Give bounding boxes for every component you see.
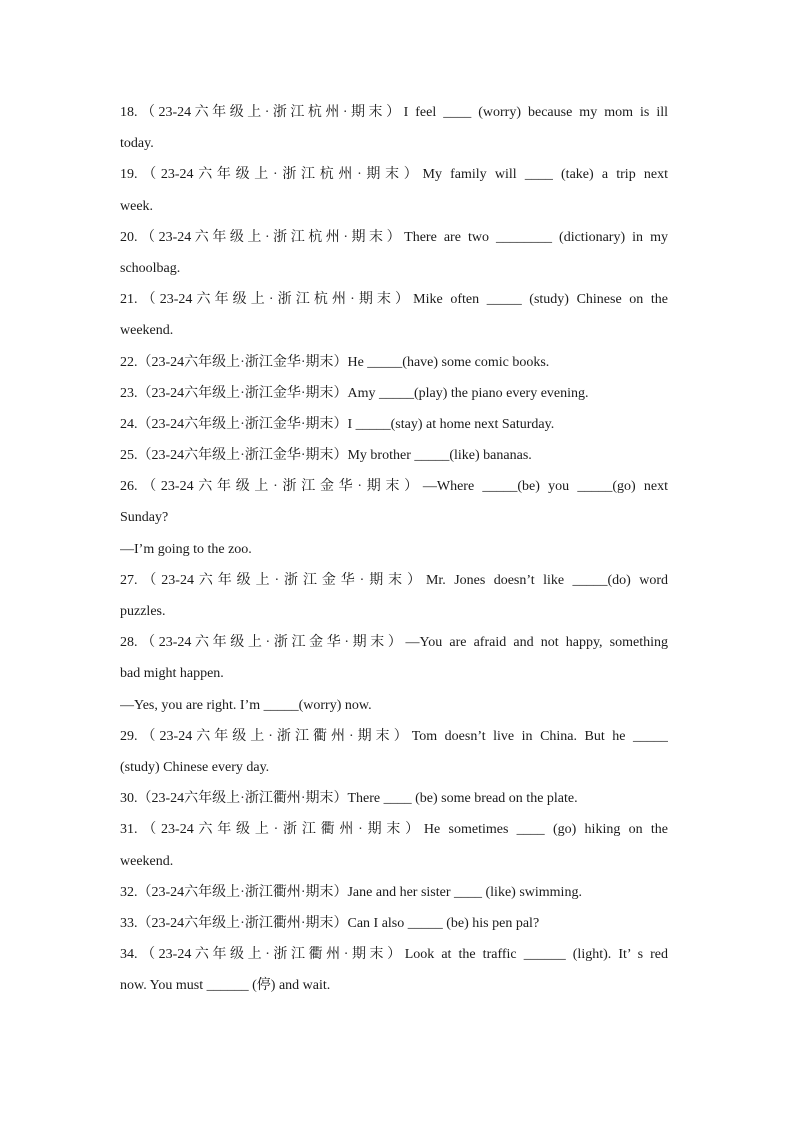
text-line: 30.（23-24六年级上·浙江衢州·期末）There ____ (be) some bread on the plate. [120, 791, 578, 807]
text-line: today. [120, 136, 154, 152]
text-line: schoolbag. [120, 260, 181, 276]
text-line: Sunday? [120, 510, 169, 526]
text-line: (study) Chinese every day. [120, 759, 270, 775]
text-line: now. You must ______ (停) and wait. [120, 978, 331, 994]
text-line: 19.（23-24六年级上·浙江杭州·期末）My family will ____ (take) a trip next [120, 167, 668, 183]
exercise-list [120, 97, 668, 1001]
text-line: 22.（23-24六年级上·浙江金华·期末）He _____(have) some comic books. [120, 354, 550, 370]
text-line: 32.（23-24六年级上·浙江衢州·期末）Jane and her sister ____ (like) swimming. [120, 884, 582, 900]
text-line: puzzles. [120, 604, 166, 619]
text-line: 20.（23-24六年级上·浙江杭州·期末）There are two ________ (dictionary) in my [120, 229, 668, 245]
text-line: 23.（23-24六年级上·浙江金华·期末）Amy _____(play) the piano every evening. [120, 385, 589, 401]
text-line: weekend. [120, 323, 174, 339]
text-line: 28.（23-24六年级上·浙江金华·期末）—You are afraid and not happy, something [120, 635, 668, 651]
text-line: 29.（23-24六年级上·浙江衢州·期末）Tom doesn’t live in China. But he _____ [120, 728, 668, 744]
text-line: 34.（23-24六年级上·浙江衢州·期末）Look at the traffic ______ (light). It’ s red [120, 947, 668, 963]
text-line: 31.（23-24六年级上·浙江衢州·期末）He sometimes ____ (go) hiking on the [120, 822, 668, 838]
text-line: 25.（23-24六年级上·浙江金华·期末）My brother _____(like) bananas. [120, 448, 532, 464]
text-line: 33.（23-24六年级上·浙江衢州·期末）Can I also _____ (be) his pen pal? [120, 915, 540, 931]
text-line: —I’m going to the zoo. [120, 541, 252, 557]
text-line: 24.（23-24六年级上·浙江金华·期末）I _____(stay) at home next Saturday. [120, 416, 555, 432]
text-line: 26.（23-24六年级上·浙江金华·期末）—Where _____(be) you _____(go) next [120, 479, 668, 495]
text-line: weekend. [120, 853, 174, 869]
text-line: 27.（23-24六年级上·浙江金华·期末）Mr. Jones doesn’t like _____(do) word [120, 572, 668, 588]
text-line: 21.（23-24六年级上·浙江杭州·期末）Mike often _____ (study) Chinese on the [120, 292, 668, 308]
text-line: 18.（23-24六年级上·浙江杭州·期末）I feel ____ (worry) because my mom is ill [120, 105, 668, 120]
text-line: bad might happen. [120, 666, 224, 682]
text-line: week. [120, 198, 154, 214]
text-line: —Yes, you are right. I’m _____(worry) now. [120, 697, 372, 713]
